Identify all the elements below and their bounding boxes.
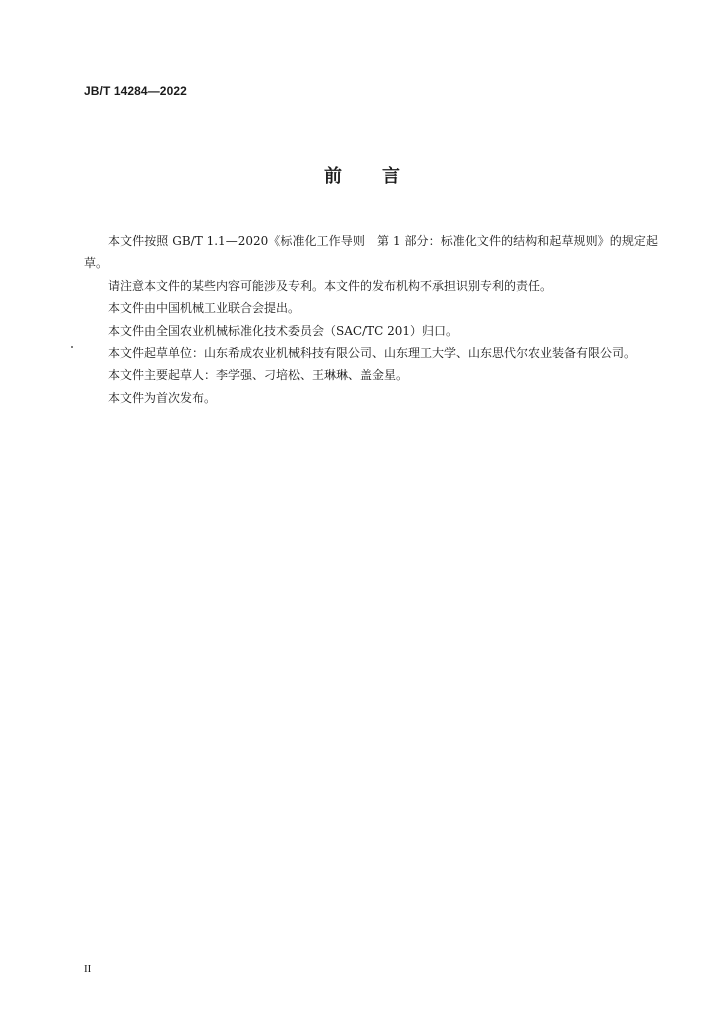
paragraph-drafting-rules: 本文件按照 GB/T 1.1—2020《标准化工作导则 第 1 部分：标准化文件的结构和起草规则》的规定起草。 (84, 234, 658, 271)
paragraph-first-release: 本文件为首次发布。 (108, 390, 217, 405)
page-title: 前言 (324, 166, 440, 187)
paragraph-proposer: 本文件由中国机械工业联合会提出。 (108, 301, 301, 316)
foreword-body (84, 230, 658, 409)
page-number: II (84, 963, 92, 975)
scan-artifact-dot (71, 346, 73, 348)
paragraph-patent-notice: 请注意本文件的某些内容可能涉及专利。本文件的发布机构不承担识别专利的责任。 (108, 278, 553, 293)
standard-code: JB/T 14284—2022 (84, 84, 187, 98)
paragraph-drafters: 本文件主要起草人：李学强、刁培松、王琳琳、盖金星。 (108, 368, 409, 383)
paragraph-committee: 本文件由全国农业机械标准化技术委员会（SAC/TC 201）归口。 (108, 323, 459, 338)
paragraph-drafting-units: 本文件起草单位：山东希成农业机械科技有限公司、山东理工大学、山东思代尔农业装备有限公司。 (108, 346, 637, 361)
